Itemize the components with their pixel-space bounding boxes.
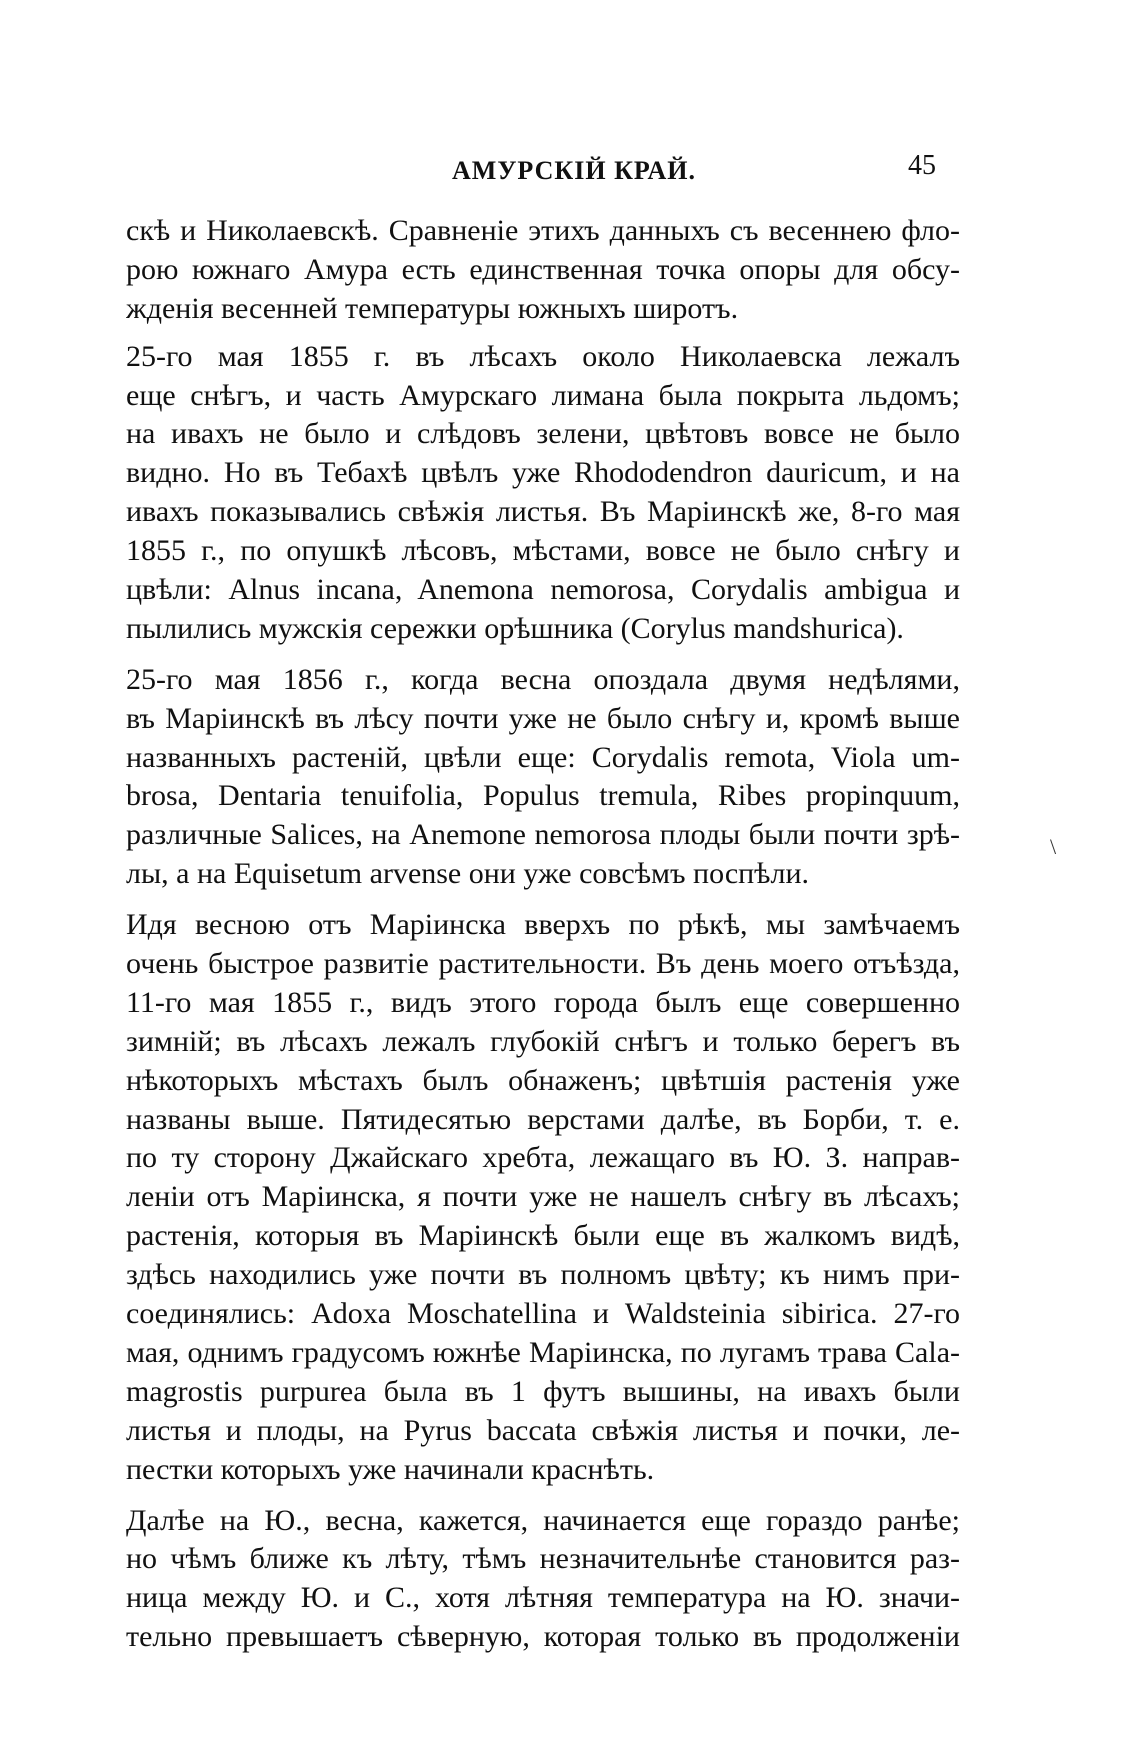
text-line: здѣсь находились уже почти въ полномъ цвѣту; къ нимъ при-: [126, 1258, 960, 1292]
paragraph-4: [126, 906, 960, 1489]
text-line: ивахъ показывались свѣжія листья. Въ Маріинскѣ же, 8-го мая: [126, 495, 960, 529]
text-line: въ Маріинскѣ въ лѣсу почти уже не было снѣгу и, кромѣ выше: [126, 701, 960, 735]
page-number: 45: [908, 150, 936, 181]
text-line: скѣ и Николаевскѣ. Сравненіе этихъ данныхъ съ весеннею фло-: [126, 214, 960, 247]
text-line: названныхъ растеній, цвѣли еще: Corydalis remota, Viola um-: [126, 740, 960, 774]
text-line: но чѣмъ ближе къ лѣту, тѣмъ незначительнѣе становится раз-: [126, 1542, 960, 1576]
paragraph-2: [126, 338, 960, 649]
text-line: рою южнаго Амура есть единственная точка опоры для обсу-: [126, 252, 960, 286]
text-line: magrostis purpurea была въ 1 футъ вышины, на ивахъ были: [126, 1374, 960, 1408]
text-line: на ивахъ не было и слѣдовъ зелени, цвѣтовъ вовсе не было: [126, 417, 960, 451]
text-line: 1855 г., по опушкѣ лѣсовъ, мѣстами, вовсе не было снѣгу и: [126, 534, 960, 568]
text-line: нѣкоторыхъ мѣстахъ былъ обнаженъ; цвѣтшія растенія уже: [126, 1063, 960, 1097]
text-line: 25-го мая 1855 г. въ лѣсахъ около Николаевска лежалъ: [126, 339, 960, 373]
text-line: тельно превышаетъ сѣверную, которая только въ продолженіи: [126, 1620, 960, 1654]
paragraph-5: [126, 1502, 960, 1658]
paragraph-1: [126, 212, 960, 329]
text-line: ница между Ю. и С., хотя лѣтняя температура на Ю. значи-: [126, 1581, 960, 1615]
text-line: листья и плоды, на Pyrus baccata свѣжія листья и почки, ле-: [126, 1413, 960, 1447]
text-line: brosa, Dentaria tenuifolia, Populus tremula, Ribes propinquum,: [126, 779, 960, 813]
text-line: Далѣе на Ю., весна, кажется, начинается еще гораздо ранѣе;: [126, 1503, 960, 1537]
text-line: видно. Но въ Тебахѣ цвѣлъ уже Rhododendron dauricum, и на: [126, 456, 960, 490]
body-text: [126, 212, 960, 1657]
text-line: названы выше. Пятидесятью верстами далѣе, въ Борби, т. е.: [126, 1102, 960, 1136]
text-line: очень быстрое развитіе растительности. Въ день моего отъѣзда,: [126, 947, 960, 981]
text-line: пестки которыхъ уже начинали краснѣть.: [126, 1452, 655, 1486]
text-line: растенія, которыя въ Маріинскѣ были еще въ жалкомъ видѣ,: [126, 1219, 960, 1253]
text-line: соединялись: Adoxa Moschatellina и Waldsteinia sibirica. 27-го: [126, 1297, 960, 1331]
margin-mark: \: [1050, 834, 1057, 859]
text-line: пылились мужскія сережки орѣшника (Corylus mandshurica).: [126, 611, 904, 645]
text-line: лы, а на Equisetum arvense они уже совсѣмъ поспѣли.: [126, 857, 809, 891]
text-line: 25-го мая 1856 г., когда весна опоздала двумя недѣлями,: [126, 662, 960, 696]
text-line: жденія весенней температуры южныхъ широтъ.: [126, 291, 739, 325]
running-title: АМУРСКІЙ КРАЙ.: [452, 156, 696, 185]
text-line: Идя весною отъ Маріинска вверхъ по рѣкѣ, мы замѣчаемъ: [126, 908, 960, 942]
text-line: мая, однимъ градусомъ южнѣе Маріинска, по лугамъ трава Cala-: [126, 1335, 960, 1369]
text-line: зимній; въ лѣсахъ лежалъ глубокій снѣгъ и только берегъ въ: [126, 1024, 960, 1058]
text-line: еще снѣгъ, и часть Амурскаго лимана была покрыта льдомъ;: [126, 378, 960, 412]
paragraph-3: [126, 661, 960, 894]
text-line: цвѣли: Alnus incana, Anemona nemorosa, Corydalis ambigua и: [126, 573, 960, 607]
text-line: леніи отъ Маріинска, я почти уже не нашелъ снѣгу въ лѣсахъ;: [126, 1180, 960, 1214]
text-line: различные Salices, на Anemone nemorosa плоды были почти зрѣ-: [126, 818, 960, 852]
text-line: по ту сторону Джайскаго хребта, лежащаго въ Ю. З. направ-: [126, 1141, 960, 1175]
text-line: 11-го мая 1855 г., видъ этого города былъ еще совершенно: [126, 985, 960, 1019]
